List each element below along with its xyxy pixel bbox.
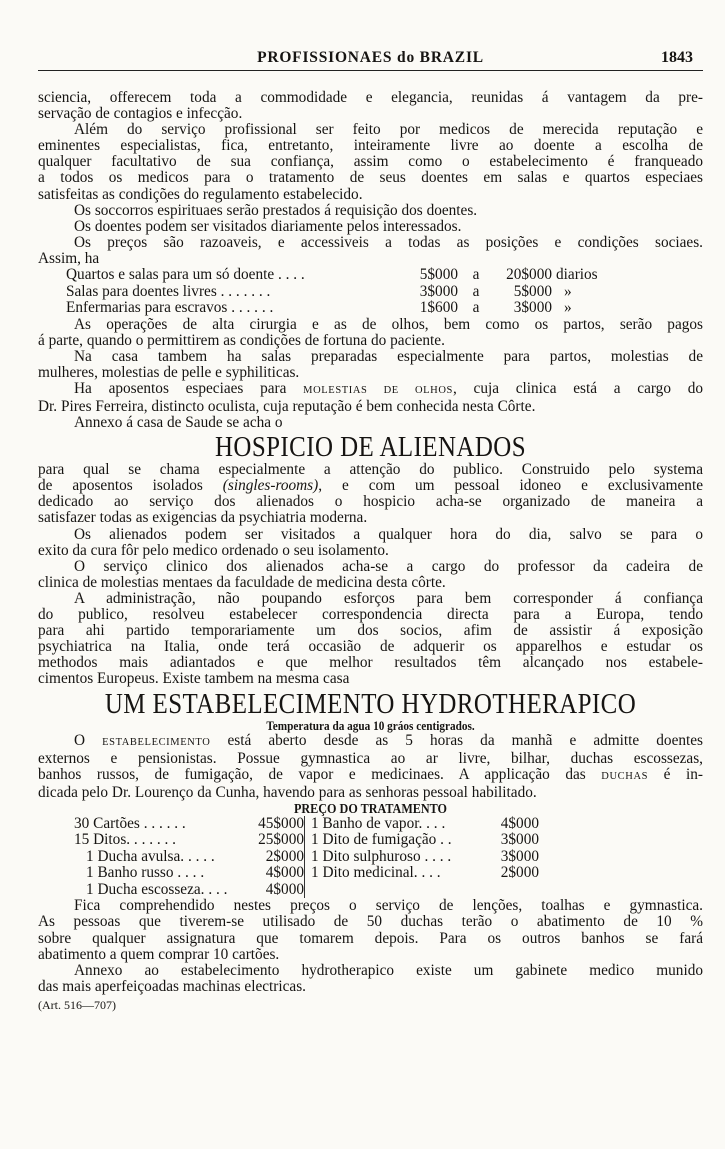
treatment-price: 4$000 [500, 814, 539, 832]
price-item: Enfermarias para escravos . . . . . . [66, 299, 274, 317]
header-rule [38, 70, 703, 71]
treatment-price: 3$000 [500, 831, 539, 849]
spiritual-paragraph: Os soccorros espirituaes serão prestados á requisição dos doentes. [74, 201, 478, 219]
treatment-item: 15 Ditos. . . . . . . [74, 831, 176, 849]
table-row: Salas para doentes livres . . . . . . . 3$000 a 5$000 » [66, 282, 572, 300]
price-to: 3$000 [513, 299, 552, 317]
operations-paragraph: As operações de alta cirurgia e as de olhos, bem como os partos, serão pagos á parte, quando o permittirem as condições de fortuna do paciente. [38, 315, 703, 349]
hospice-paragraph-3: O serviço clinico dos alienados acha-se a cargo do professor da cadeira de clinica de molestias mentaes da faculdade de medicina desta côrte. [38, 557, 703, 591]
price-from: 3$000 [419, 282, 458, 300]
price-item: Quartos e salas para um só doente . . . . [66, 266, 305, 284]
prices-intro: Os preços são razoaveis, e accessiveis a todas as posições e condições sociaes. Assim, ha [38, 233, 703, 267]
price-to: 20$000 [506, 266, 552, 284]
table-row [74, 832, 539, 849]
cabinet-paragraph: Annexo ao estabelecimento hydrotherapico existe um gabinete medico munido das mais aperfeiçoadas machinas electricas. [38, 961, 703, 995]
price-item: Salas para doentes livres . . . . . . . [66, 282, 271, 300]
service-paragraph: Além do serviço profissional ser feito por medicos de merecida reputação e eminentes especialistas, fica, entretanto, inteiramente livre ao doente a escolha de qualquer facultativo de sua confiança, assim como o estabelecimento é franqueado a todos os medicos para o tratamento de seus doentes em salas e quartos especiaes satisfeitas as condições do regulamento estabelecido. [38, 121, 703, 203]
page-body [38, 90, 703, 1013]
hospice-heading: HOSPICIO DE ALIENADOS [214, 431, 527, 464]
treatment-price: 25$000 [249, 832, 305, 849]
treatment-price: 3$000 [500, 847, 539, 865]
closing-paragraph: Fica comprehendido nestes preços o serviço de lenções, toalhas e gymnastica. As pessoas que tiverem-se utilisado de 50 duchas terão o abatimento de 10 % sobre qualquer assignatura que tomarem depois. Para os outros banhos se fará abatimento a quem comprar 10 cartões. [38, 897, 703, 963]
hospice-paragraph-1: para qual se chama especialmente a attenção do publico. Construido pelo systema de aposentos isolados (singles-rooms), e com um pessoal idoneo e exclusivamente dedicado ao serviço dos alienados o hospicio acha-se organizado de maneira a satisfazer todas as exigencias da psychiatria moderna. [38, 461, 703, 527]
price-from: 1$600 [419, 299, 458, 317]
treatment-item: 1 Banho russo . . . . [86, 864, 205, 882]
visits-paragraph: Os doentes podem ser visitados diariamente pelos interessados. [74, 217, 462, 235]
intro-paragraph: sciencia, offerecem toda a commodidade e elegancia, reunidas á vantagem da pre- servação de contagios e infecção. [38, 89, 703, 123]
table-row: Quartos e salas para um só doente . . . . 5$000 a 20$000 diarios [66, 266, 598, 284]
treatment-price: 2$000 [249, 849, 305, 866]
treatment-prices-table [74, 816, 539, 899]
treatment-price: 4$000 [249, 865, 305, 882]
article-reference: (Art. 516—707) [38, 997, 116, 1012]
room-prices-table [66, 267, 598, 317]
page-header [38, 46, 703, 72]
page-number: 1843 [661, 49, 693, 66]
table-row [74, 849, 539, 866]
treatment-item: 30 Cartões . . . . . . [74, 814, 186, 832]
special-rooms-paragraph: Na casa tambem ha salas preparadas especialmente para partos, molestias de mulheres, molestias de pelle e syphiliticas. [38, 347, 703, 381]
treatment-item: 1 Dito sulphuroso . . . . [311, 847, 452, 865]
treatment-item: 1 Dito medicinal. . . . [311, 864, 441, 882]
treatment-item: 1 Ducha avulsa. . . . . [86, 847, 215, 865]
treatment-price: 4$000 [249, 882, 305, 899]
running-title: PROFISSIONAES do BRAZIL [257, 49, 484, 66]
price-to: 5$000 [513, 282, 552, 300]
treatment-item: 1 Ducha escosseza. . . . [86, 880, 228, 898]
treatment-item: 1 Banho de vapor. . . . [311, 814, 446, 832]
table-row [74, 865, 539, 882]
table-row [74, 816, 539, 833]
water-temperature: Temperatura da agua 10 gráos centigrados. [266, 718, 475, 733]
price-title: PREÇO DO TRATAMENTO [293, 800, 447, 816]
table-row: Enfermarias para escravos . . . . . . 1$600 a 3$000 » [66, 299, 572, 317]
treatment-item: 1 Dito de fumigação . . [311, 831, 452, 849]
eye-clinic-paragraph: Ha aposentos especiaes para MOLESTIAS DE OLHOS, cuja clinica está a cargo do Dr. Pires Ferreira, distincto oculista, cuja reputação é bem conhecida nesta Côrte. [38, 379, 703, 415]
hydro-paragraph: O ESTABELECIMENTO está aberto desde as 5 horas da manhã e admitte doentes externos e pensionistas. Possue gymnastica ao ar livre, bilhar, duchas escossezas, banhos russos, de fumigação, de vapor e medicinaes. A applicação das DUCHAS é in- dicada pelo Dr. Lourenço da Cunha, havendo para as senhoras pessoal habilitado. [38, 731, 703, 801]
hospice-paragraph-2: Os alienados podem ser visitados a qualquer hora do dia, salvo se para o exito da cura fôr pelo medico ordenado o seu isolamento. [38, 525, 703, 559]
hydro-heading: UM ESTABELECIMENTO HYDROTHERAPICO [104, 687, 637, 720]
treatment-price: 2$000 [500, 864, 539, 882]
treatment-price: 45$000 [249, 816, 305, 833]
table-row [74, 882, 539, 899]
price-from: 5$000 [419, 266, 458, 284]
annex-intro: Annexo á casa de Saude se acha o [74, 414, 283, 432]
hospice-paragraph-4: A administração, não poupando esforços para bem corresponder á confiança do publico, resolveu estabelecer correspondencia directa para a Europa, tendo para ahi partido temporariamente um dos socios, afim de assistir á exposição psychiatrica na Italia, onde terá occasião de adquerir os apparelhos e estudar os methodos mais adiantados e que melhor resultados têm alcançado nos estabele- cimentos Europeus. Existe tambem na mesma casa [38, 589, 703, 688]
